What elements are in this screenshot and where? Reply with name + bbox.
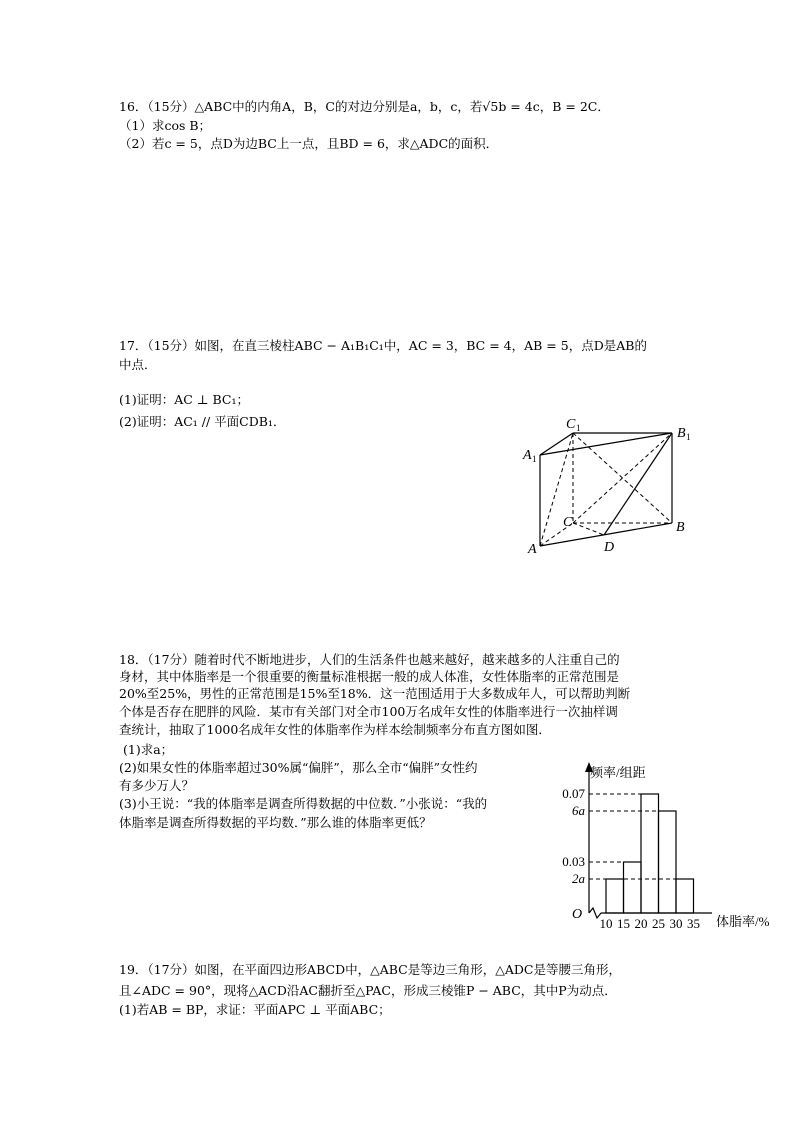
q19-line-3: (1)若AB = BP，求证：平面APC ⊥ 平面ABC； [119,1002,391,1017]
q19-line-2: 且∠ADC = 90°，现将△ACD沿AC翻折至△PAC，形成三棱锥P − ABC，其中P为动点． [119,983,617,998]
q18-line-1: 18．（17分）随着时代不断地进步，人们的生活条件也越来越好，越来越多的人注重自己的 [119,652,620,667]
histogram-bar-15-20 [624,862,642,913]
x-tick-label: 15 [617,916,630,931]
label-A: A [528,542,537,557]
x-tick-label: 10 [599,916,613,931]
label-A1-sub: 1 [532,454,537,464]
label-C: C [563,515,573,530]
q16-line-3: （2）若c = 5，点D为边BC上一点，且BD = 6，求△ADC的面积． [119,136,499,151]
y-tick-label: 6a [572,803,585,818]
q18-line-10: 体脂率是调查所得数据的平均数．”那么谁的体脂率更低？ [119,815,432,830]
histogram-bar-10-15 [606,879,624,913]
label-B1-sub: 1 [686,432,691,442]
x-tick-label: 25 [652,916,665,931]
label-C1-sub: 1 [576,423,581,433]
q18-line-7: (2)如果女性的体脂率超过30%属“偏胖”，那么全市“偏胖”女性约 [119,760,478,775]
x-tick-label: 35 [687,916,700,931]
q18-line-2: 身材，其中体脂率是一个很重要的衡量标准根据一般的成人体准，女性体脂率的正常范围是 [119,669,620,684]
y-axis-label: 频率/组距 [590,765,646,780]
y-tick-label: 2a [572,871,585,886]
label-A1: A [523,448,532,463]
q19-line-1: 19．（17分）如图，在平面四边形ABCD中，△ABC是等边三角形，△ADC是等腰三角形， [119,962,621,977]
q17-line-2: 中点． [119,357,157,372]
histogram-bar-25-30 [659,811,677,913]
q16-line-2: （1）求cos B； [119,118,212,133]
label-D: D [604,540,615,555]
y-tick-label: 0.03 [562,854,585,869]
x-tick-label: 20 [634,916,648,931]
q18-line-3: 20%至25%，男性的正常范围是15%至18%．这一范围适用于大多数成年人，可以帮助判断 [119,686,631,701]
histogram-bar-20-25 [641,794,659,913]
q18-line-4: 个体是否存在肥胖的风险．某市有关部门对全市100万名成年女性的体脂率进行一次抽样调 [119,704,618,719]
origin-label: O [572,907,583,922]
label-B: B [676,520,685,535]
q17-line-1: 17．（15分）如图，在直三棱柱ABC − A₁B₁C₁中，AC = 3，BC = 4，AB = 5，点D是AB的 [119,338,647,353]
q18-line-8: 有多少万人？ [119,778,195,793]
x-tick-label: 30 [669,916,683,931]
q17-line-4: (2)证明：AC₁ // 平面CDB₁． [119,414,286,429]
q18-line-9: (3)小王说：“我的体脂率是调查所得数据的中位数．”小张说：“我的 [119,796,488,811]
label-C1: C [566,417,576,432]
histogram-bar-30-35 [676,879,694,913]
q18-line-6: (1)求a； [123,742,174,757]
q16-line-1: 16．（15分）△ABC中的内角A，B，C的对边分别是a，b，c，若√5b = 4c，B = 2C． [119,99,610,114]
label-B1: B [677,426,686,441]
q17-line-3: (1)证明：AC ⊥ BC₁； [119,392,249,407]
q18-line-5: 查统计，抽取了1000名成年女性的体脂率作为样本绘制频率分布直方图如图． [119,722,551,737]
y-tick-label: 0.07 [562,786,585,801]
x-axis-label: 体脂率/% [716,914,770,929]
